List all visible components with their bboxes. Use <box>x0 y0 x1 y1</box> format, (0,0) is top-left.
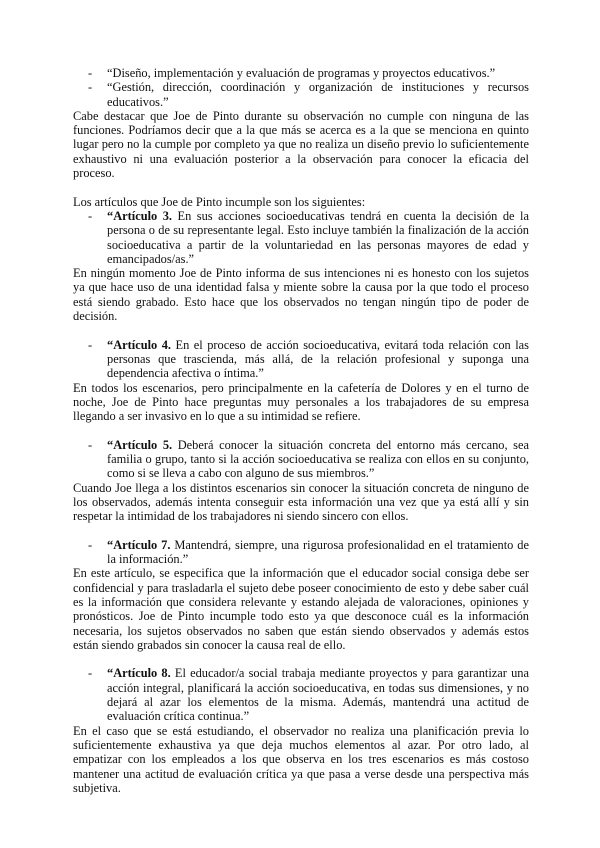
article-comment: En el caso que se está estudiando, el observador no realiza una planificación previa lo suficientemente exhaustiva ya que deja muchos elementos al azar. Por otro lado, al empatizar con los empleados a los que observa en los tres escenarios es más costoso mantener una actitud de evaluación crítica ya que pasa a verse desde una perspectiva más subjetiva. <box>73 723 529 795</box>
function-bullet <box>73 66 529 80</box>
article-text: El educador/a social trabaja mediante proyectos y para garantizar una acción integral, planificará la acción socioeducativa, en todas sus dimensiones, y no dejará al azar los elementos de la misma. Además, mantendrá una actitud de evaluación crítica continua.” <box>107 666 529 724</box>
spacer <box>73 323 529 337</box>
article-label: “Artículo 7. <box>107 537 171 552</box>
article-text: Deberá conocer la situación concreta del entorno más cercano, sea familia o grupo, tanto si la acción socioeducativa se realiza con ellos en su conjunto, como si se lleva a cabo con alguno de sus miembros.” <box>107 437 529 481</box>
spacer <box>73 652 529 666</box>
article-text: En el proceso de acción socioeducativa, evitará toda relación con las personas que trascienda, más allá, de la relación profesional y suponga una dependencia afectiva o íntima.” <box>107 337 529 381</box>
article-label: “Artículo 5. <box>107 437 173 452</box>
bullet-dash: - <box>88 66 93 80</box>
article-comment: En ningún momento Joe de Pinto informa de sus intenciones ni es honesto con los sujetos ya que hace uso de una identidad falsa y miente sobre la causa por la que todo el proceso está siendo grabado. Esto hace que los observados no tengan ningún tipo de poder de decisión. <box>73 266 529 324</box>
article-comment: En este artículo, se especifica que la información que el educador social consiga debe ser confidencial y para trasladarla el sujeto debe poseer conocimiento de esto y debe saber cuál es la información que considera relevante y estando alejada de valoraciones, opiniones y pronósticos. Joe de Pinto incumple todo esto ya que desconoce cuál es la información necesaria, los sujetos observados no saben que están siendo observados y además estos están siendo grabados sin conocer la causa real de ello. <box>73 566 529 652</box>
bullet-dash: - <box>88 337 93 352</box>
intro-paragraph: Cabe destacar que Joe de Pinto durante su observación no cumple con ninguna de las funciones. Podríamos decir que a la que más se acerca es a la que se menciona en quinto lugar pero no la cumple por completo ya que no realiza un diseño previo lo suficientemente exhaustivo ni una evaluación posterior a la observación para conocer la eficacia del proceso. <box>73 108 529 181</box>
article-label: “Artículo 8. <box>107 666 171 681</box>
document-page <box>73 66 529 795</box>
bullet-dash: - <box>88 80 93 95</box>
article-quote <box>73 338 529 381</box>
bullet-dash: - <box>88 437 93 452</box>
article-quote <box>73 438 529 481</box>
article-label: “Artículo 4. <box>107 337 172 352</box>
bullet-dash: - <box>88 666 93 681</box>
article-quote <box>73 538 529 567</box>
article-comment: En todos los escenarios, pero principalmente en la cafetería de Dolores y en el turno de noche, Joe de Pinto hace preguntas muy personales a los trabajadores de su empresa llegando a ser invasivo en lo que a su intimidad se refiere. <box>73 380 529 424</box>
function-bullet <box>73 80 529 109</box>
articles-intro: Los artículos que Joe de Pinto incumple son los siguientes: <box>73 194 366 209</box>
bullet-dash: - <box>88 537 93 552</box>
bullet-text: “Diseño, implementación y evaluación de programas y proyectos educativos.” <box>107 66 496 80</box>
article-text: En sus acciones socioeducativas tendrá en cuenta la decisión de la persona o de su representante legal. Esto incluye también la finalización de la acción socioeducativa a partir de la voluntariedad en las personas mayores de edad y emancipados/as.” <box>107 208 529 266</box>
spacer <box>73 180 529 194</box>
article-quote <box>73 209 529 266</box>
bullet-dash: - <box>88 208 93 223</box>
article-quote <box>73 666 529 723</box>
spacer <box>73 423 529 437</box>
article-comment: Cuando Joe llega a los distintos escenarios sin conocer la situación concreta de ninguno de los observados, además intenta conseguir esta información una vez que ya está allí y sin respetar la intimidad de los trabajadores ni siendo sincero con ellos. <box>73 480 529 524</box>
article-text: Mantendrá, siempre, una rigurosa profesionalidad en el tratamiento de la información.” <box>107 537 529 567</box>
article-label: “Artículo 3. <box>107 208 173 223</box>
spacer <box>73 524 529 538</box>
bullet-text: “Gestión, dirección, coordinación y organización de instituciones y recursos educativos.” <box>107 80 529 109</box>
